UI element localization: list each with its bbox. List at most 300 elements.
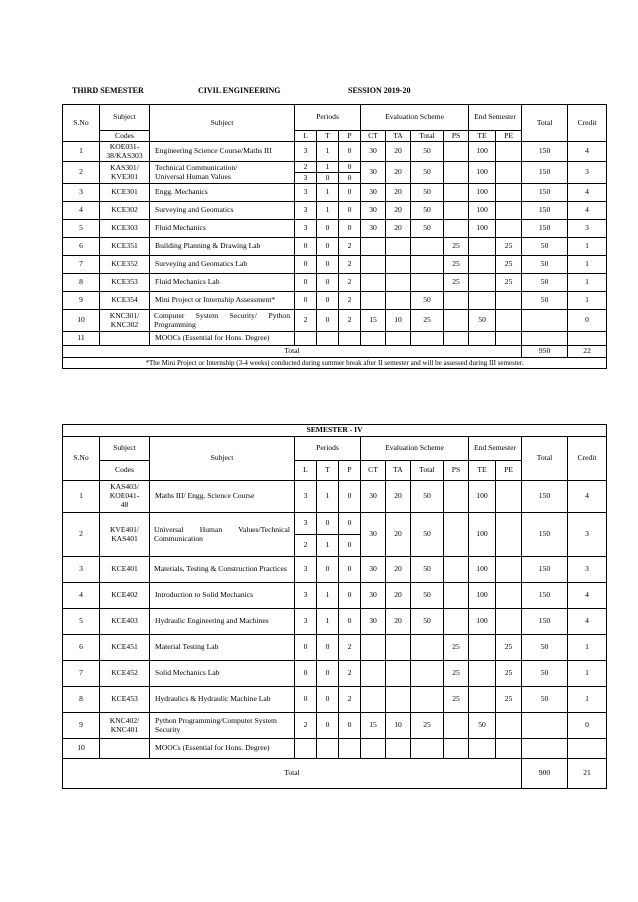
pe-cell: 25 <box>496 256 522 274</box>
tot-cell: 25 <box>411 713 444 739</box>
total-label: Total <box>63 346 522 358</box>
credit-cell: 4 <box>568 481 607 513</box>
code-cell: KVE401/ KAS401 <box>100 513 150 557</box>
tot-cell: 50 <box>411 481 444 513</box>
codes-header: Codes <box>100 461 150 481</box>
ps-cell <box>444 609 469 635</box>
l-cell: 3 <box>295 557 317 583</box>
p-cell: 0 <box>339 202 361 220</box>
ta-cell <box>386 661 411 687</box>
subject-cell: Python Programming/Computer System Security <box>150 713 295 739</box>
t-cell: 0 <box>317 256 339 274</box>
pe-cell <box>496 220 522 238</box>
pe-cell: 25 <box>496 238 522 256</box>
sno-cell: 9 <box>63 292 100 310</box>
p-cell: 2 <box>339 635 361 661</box>
l-cell: 0 <box>295 238 317 256</box>
pe-cell <box>496 202 522 220</box>
code-cell: KCE354 <box>100 292 150 310</box>
t-header: T <box>317 461 339 481</box>
eval-total-header: Total <box>411 461 444 481</box>
t-cell: 0 <box>317 220 339 238</box>
te-cell: 100 <box>469 513 496 557</box>
pe-cell: 25 <box>496 661 522 687</box>
subject-header: Subject <box>150 105 295 142</box>
l-cell: 0 <box>295 274 317 292</box>
sno-cell: 8 <box>63 687 100 713</box>
t-cell: 0 <box>317 238 339 256</box>
sno-cell: 7 <box>63 661 100 687</box>
t-cell: 0 <box>317 173 339 184</box>
ta-cell <box>386 635 411 661</box>
p-cell: 2 <box>339 661 361 687</box>
pe-cell <box>496 739 522 759</box>
tot-cell <box>411 687 444 713</box>
eval-total-header: Total <box>411 131 444 142</box>
l-cell: 0 <box>295 256 317 274</box>
sno-header: S.No <box>63 105 100 142</box>
course-row <box>63 332 607 346</box>
ps-cell <box>444 557 469 583</box>
tot-cell <box>411 332 444 346</box>
code-cell: KAS403/ KOE041- 48 <box>100 481 150 513</box>
total-cell: 150 <box>522 220 568 238</box>
credit-cell <box>568 332 607 346</box>
code-cell: KCE352 <box>100 256 150 274</box>
l-cell: 3 <box>295 583 317 609</box>
ta-cell <box>386 274 411 292</box>
ct-cell <box>361 635 386 661</box>
te-cell <box>469 238 496 256</box>
evaluation-header: Evaluation Scheme <box>361 437 469 461</box>
ps-cell: 25 <box>444 635 469 661</box>
course-row <box>63 713 607 739</box>
subject-cell: Universal Human Values/Technical Communication <box>150 513 295 557</box>
ct-cell <box>361 739 386 759</box>
pe-cell <box>496 513 522 557</box>
total-cell <box>522 332 568 346</box>
ps-cell <box>444 583 469 609</box>
sno-cell: 6 <box>63 238 100 256</box>
ps-cell <box>444 162 469 184</box>
t-cell: 0 <box>317 687 339 713</box>
p-cell: 2 <box>339 687 361 713</box>
course-row <box>63 184 607 202</box>
ta-cell: 10 <box>386 310 411 332</box>
t-cell <box>317 739 339 759</box>
code-cell: KCE403 <box>100 609 150 635</box>
course-row <box>63 635 607 661</box>
ta-cell: 20 <box>386 220 411 238</box>
p-cell: 2 <box>339 292 361 310</box>
total-row <box>63 346 607 358</box>
total-cell: 150 <box>522 583 568 609</box>
code-cell: KCE401 <box>100 557 150 583</box>
credit-cell: 1 <box>568 238 607 256</box>
tot-cell: 50 <box>411 142 444 162</box>
ps-cell <box>444 142 469 162</box>
tot-cell <box>411 238 444 256</box>
credit-cell: 3 <box>568 513 607 557</box>
total-cell: 150 <box>522 202 568 220</box>
code-cell: KCE402 <box>100 583 150 609</box>
total-cell: 50 <box>522 687 568 713</box>
subject-cell: Solid Mechanics Lab <box>150 661 295 687</box>
subject-cell: Surveying and Geomatics <box>150 202 295 220</box>
credit-cell: 1 <box>568 274 607 292</box>
pe-cell <box>496 609 522 635</box>
p-cell <box>339 739 361 759</box>
footnote: *The Mini Project or Internship (3-4 weeks) conducted during summer break after II semester and will be assessed during III semester. <box>63 358 607 369</box>
ct-cell: 30 <box>361 557 386 583</box>
l-cell: 3 <box>295 609 317 635</box>
ct-cell: 15 <box>361 310 386 332</box>
subject-cell: Material Testing Lab <box>150 635 295 661</box>
pe-cell: 25 <box>496 687 522 713</box>
tot-cell: 50 <box>411 202 444 220</box>
semester-title-row <box>63 425 607 437</box>
p-cell: 0 <box>339 481 361 513</box>
credit-cell: 1 <box>568 635 607 661</box>
t-cell: 0 <box>317 557 339 583</box>
l-cell: 0 <box>295 687 317 713</box>
code-cell: KCE452 <box>100 661 150 687</box>
pe-cell <box>496 184 522 202</box>
ta-cell <box>386 238 411 256</box>
ta-cell <box>386 256 411 274</box>
te-header: TE <box>469 461 496 481</box>
sno-cell: 7 <box>63 256 100 274</box>
p-cell: 0 <box>339 184 361 202</box>
credit-cell: 3 <box>568 220 607 238</box>
ps-cell <box>444 481 469 513</box>
header-row <box>63 437 607 461</box>
sno-cell: 1 <box>63 481 100 513</box>
course-row <box>63 256 607 274</box>
credit-cell: 1 <box>568 661 607 687</box>
code-cell: KCE353 <box>100 274 150 292</box>
l-cell: 3 <box>295 142 317 162</box>
total-cell: 150 <box>522 609 568 635</box>
semester-label: THIRD SEMESTER <box>72 86 144 95</box>
te-cell: 50 <box>469 310 496 332</box>
ps-header: PS <box>444 461 469 481</box>
subject-cell: MOOCs (Essential for Hons. Degree) <box>150 332 295 346</box>
p-cell: 2 <box>339 238 361 256</box>
t-cell: 0 <box>317 661 339 687</box>
semester-4-table <box>62 424 607 789</box>
ta-cell <box>386 687 411 713</box>
t-cell: 1 <box>317 535 339 557</box>
codes-header: Codes <box>100 131 150 142</box>
total-cell <box>522 739 568 759</box>
ct-cell <box>361 661 386 687</box>
total-header: Total <box>522 105 568 142</box>
credit-cell: 4 <box>568 202 607 220</box>
credit-cell: 3 <box>568 162 607 184</box>
ps-cell: 25 <box>444 238 469 256</box>
subject-cell: Surveying and Geomatics Lab <box>150 256 295 274</box>
p-cell: 0 <box>339 583 361 609</box>
ta-cell <box>386 332 411 346</box>
subject-cell: Maths III/ Engg. Science Course <box>150 481 295 513</box>
ta-cell: 20 <box>386 557 411 583</box>
total-marks: 950 <box>522 346 568 358</box>
credit-cell: 1 <box>568 687 607 713</box>
t-cell: 0 <box>317 274 339 292</box>
l-cell <box>295 332 317 346</box>
ta-cell: 20 <box>386 481 411 513</box>
ta-cell <box>386 292 411 310</box>
pe-cell <box>496 332 522 346</box>
pe-cell: 25 <box>496 274 522 292</box>
course-row <box>63 162 607 173</box>
code-cell: KCE301 <box>100 184 150 202</box>
total-cell: 150 <box>522 481 568 513</box>
total-header: Total <box>522 437 568 481</box>
ps-cell <box>444 713 469 739</box>
te-cell <box>469 274 496 292</box>
total-cell: 150 <box>522 184 568 202</box>
total-cell: 50 <box>522 635 568 661</box>
te-cell: 100 <box>469 557 496 583</box>
tot-cell <box>411 635 444 661</box>
ct-cell: 15 <box>361 713 386 739</box>
sno-cell: 4 <box>63 202 100 220</box>
p-cell: 2 <box>339 310 361 332</box>
total-cell: 50 <box>522 238 568 256</box>
ps-cell <box>444 310 469 332</box>
te-cell: 100 <box>469 481 496 513</box>
total-cell: 150 <box>522 557 568 583</box>
ps-cell <box>444 220 469 238</box>
credit-cell: 1 <box>568 256 607 274</box>
t-cell: 1 <box>317 481 339 513</box>
total-credit: 21 <box>568 759 607 789</box>
te-cell: 100 <box>469 184 496 202</box>
sno-cell: 2 <box>63 513 100 557</box>
ct-cell: 30 <box>361 481 386 513</box>
subject-cell: Hydraulics & Hydraulic Machine Lab <box>150 687 295 713</box>
subject-cell: Computer System Security/ Python Programming <box>150 310 295 332</box>
branch-label: CIVIL ENGINEERING <box>198 86 281 95</box>
ct-cell <box>361 332 386 346</box>
p-cell: 0 <box>339 713 361 739</box>
tot-cell <box>411 256 444 274</box>
subject-col-header: Subject <box>100 105 150 131</box>
ps-cell <box>444 292 469 310</box>
sno-cell: 6 <box>63 635 100 661</box>
p-cell <box>339 332 361 346</box>
subject-cell: Hydraulic Engineering and Machines <box>150 609 295 635</box>
course-row <box>63 142 607 162</box>
ct-cell <box>361 687 386 713</box>
t-cell: 1 <box>317 142 339 162</box>
total-cell: 50 <box>522 256 568 274</box>
subject-cell: Engineering Science Course/Maths III <box>150 142 295 162</box>
total-marks: 900 <box>522 759 568 789</box>
subject-cell: Fluid Mechanics Lab <box>150 274 295 292</box>
te-cell: 100 <box>469 220 496 238</box>
te-cell <box>469 635 496 661</box>
subject-cell: MOOCs (Essential for Hons. Degree) <box>150 739 295 759</box>
ct-header: CT <box>361 131 386 142</box>
ps-cell <box>444 184 469 202</box>
l-cell: 2 <box>295 713 317 739</box>
subject-cell: Materials, Testing & Construction Practices <box>150 557 295 583</box>
total-cell: 50 <box>522 292 568 310</box>
end-semester-header: End Semester <box>469 105 522 131</box>
ta-cell <box>386 739 411 759</box>
l-cell: 2 <box>295 162 317 173</box>
ps-cell <box>444 739 469 759</box>
t-cell: 1 <box>317 162 339 173</box>
total-cell: 150 <box>522 142 568 162</box>
periods-header: Periods <box>295 437 361 461</box>
subject-cell: Building Planning & Drawing Lab <box>150 238 295 256</box>
p-cell: 0 <box>339 142 361 162</box>
l-cell: 2 <box>295 535 317 557</box>
sno-cell: 8 <box>63 274 100 292</box>
semester-title: SEMESTER - IV <box>63 425 607 437</box>
ct-cell: 30 <box>361 184 386 202</box>
t-cell: 0 <box>317 292 339 310</box>
ta-cell: 20 <box>386 184 411 202</box>
ct-cell <box>361 256 386 274</box>
ct-cell: 30 <box>361 142 386 162</box>
tot-cell: 25 <box>411 310 444 332</box>
ps-cell <box>444 332 469 346</box>
sno-cell: 3 <box>63 184 100 202</box>
t-cell: 0 <box>317 635 339 661</box>
pe-cell <box>496 557 522 583</box>
te-cell: 50 <box>469 713 496 739</box>
ps-cell: 25 <box>444 661 469 687</box>
total-credit: 22 <box>568 346 607 358</box>
l-header: L <box>295 131 317 142</box>
session-label: SESSION 2019-20 <box>348 86 411 95</box>
code-cell: KOE031- 38/KAS303 <box>100 142 150 162</box>
code-cell: KNC402/ KNC401 <box>100 713 150 739</box>
course-row <box>63 583 607 609</box>
course-row <box>63 513 607 535</box>
pe-cell <box>496 583 522 609</box>
subject-header: Subject <box>150 437 295 481</box>
sno-cell: 11 <box>63 332 100 346</box>
pe-header: PE <box>496 461 522 481</box>
credit-cell: 4 <box>568 184 607 202</box>
pe-cell <box>496 713 522 739</box>
course-row <box>63 687 607 713</box>
p-cell: 0 <box>339 513 361 535</box>
p-cell: 0 <box>339 162 361 173</box>
te-cell <box>469 687 496 713</box>
ps-cell: 25 <box>444 256 469 274</box>
pe-cell <box>496 310 522 332</box>
tot-cell: 50 <box>411 513 444 557</box>
l-header: L <box>295 461 317 481</box>
credit-cell <box>568 739 607 759</box>
t-cell: 1 <box>317 202 339 220</box>
credit-cell: 4 <box>568 142 607 162</box>
ta-cell: 20 <box>386 202 411 220</box>
tot-cell: 50 <box>411 557 444 583</box>
total-cell: 150 <box>522 513 568 557</box>
l-cell: 3 <box>295 173 317 184</box>
l-cell: 0 <box>295 661 317 687</box>
credit-header: Credit <box>568 437 607 481</box>
ps-header: PS <box>444 131 469 142</box>
p-cell: 0 <box>339 173 361 184</box>
ta-cell: 10 <box>386 713 411 739</box>
pe-cell <box>496 292 522 310</box>
course-row <box>63 661 607 687</box>
ct-cell: 30 <box>361 609 386 635</box>
l-cell: 3 <box>295 481 317 513</box>
course-row <box>63 310 607 332</box>
semester-3-table <box>62 104 607 369</box>
ps-cell <box>444 202 469 220</box>
t-cell <box>317 332 339 346</box>
p-cell: 2 <box>339 274 361 292</box>
sno-cell: 3 <box>63 557 100 583</box>
sno-cell: 5 <box>63 220 100 238</box>
l-cell: 3 <box>295 513 317 535</box>
t-cell: 1 <box>317 184 339 202</box>
te-cell <box>469 332 496 346</box>
p-cell: 0 <box>339 535 361 557</box>
sno-cell: 2 <box>63 162 100 184</box>
code-cell: KCE351 <box>100 238 150 256</box>
subject-col-header: Subject <box>100 437 150 461</box>
t-cell: 1 <box>317 609 339 635</box>
te-cell <box>469 739 496 759</box>
pe-cell <box>496 162 522 184</box>
te-cell <box>469 256 496 274</box>
l-cell: 0 <box>295 292 317 310</box>
tot-cell <box>411 739 444 759</box>
l-cell: 3 <box>295 202 317 220</box>
t-cell: 0 <box>317 513 339 535</box>
tot-cell: 50 <box>411 609 444 635</box>
p-cell: 2 <box>339 256 361 274</box>
course-row <box>63 739 607 759</box>
course-row <box>63 292 607 310</box>
header-row <box>63 105 607 131</box>
subject-cell: Technical Communication/ Universal Human Values <box>150 162 295 184</box>
l-cell: 3 <box>295 220 317 238</box>
end-semester-header: End Semester <box>469 437 522 461</box>
sno-cell: 1 <box>63 142 100 162</box>
te-cell: 100 <box>469 609 496 635</box>
te-header: TE <box>469 131 496 142</box>
p-header: P <box>339 131 361 142</box>
p-cell: 0 <box>339 220 361 238</box>
total-cell: 50 <box>522 661 568 687</box>
course-row <box>63 220 607 238</box>
ta-cell: 20 <box>386 583 411 609</box>
subject-cell: Engg. Mechanics <box>150 184 295 202</box>
te-cell: 100 <box>469 142 496 162</box>
total-cell <box>522 310 568 332</box>
te-cell: 100 <box>469 583 496 609</box>
evaluation-header: Evaluation Scheme <box>361 105 469 131</box>
ta-header: TA <box>386 131 411 142</box>
t-cell: 0 <box>317 310 339 332</box>
sno-cell: 9 <box>63 713 100 739</box>
course-row <box>63 238 607 256</box>
ct-cell <box>361 292 386 310</box>
